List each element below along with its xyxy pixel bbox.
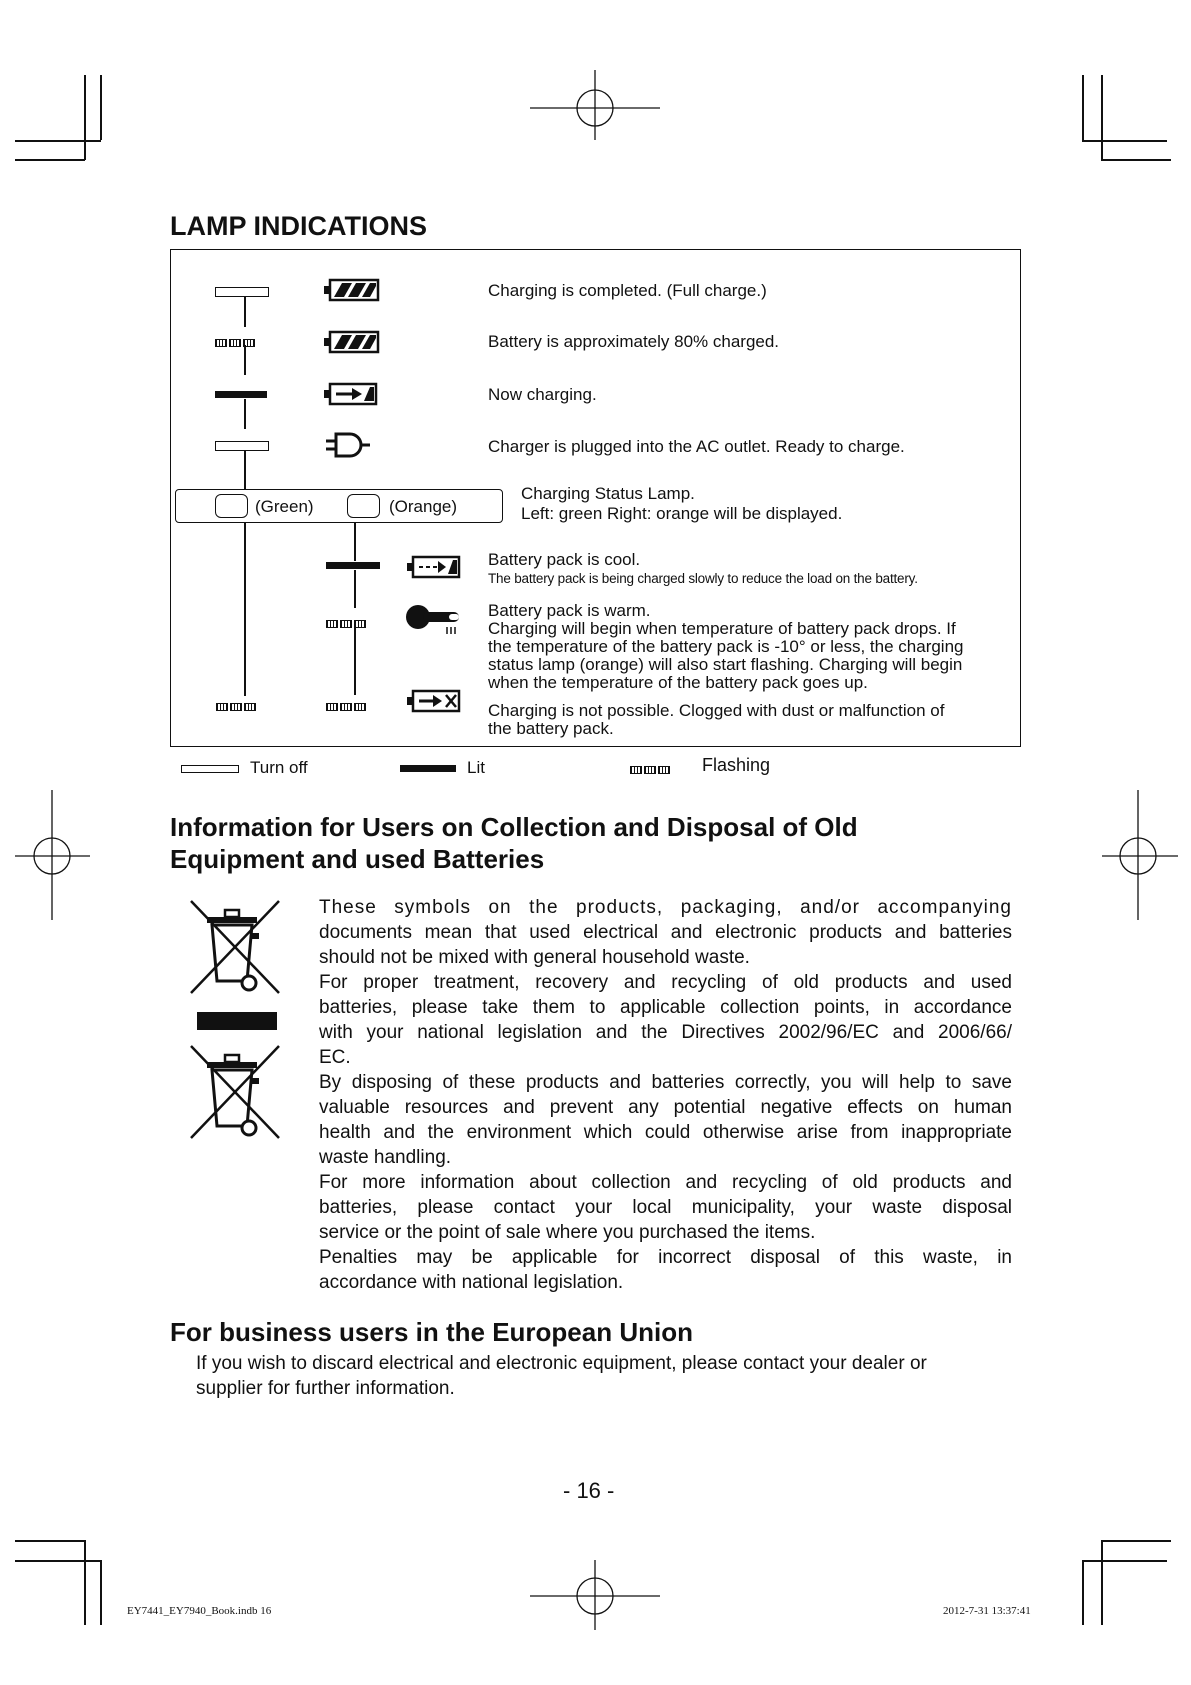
battery-cool-icon — [405, 555, 463, 579]
lamp-lit-indicator — [215, 391, 267, 398]
battery-charging-icon — [322, 382, 380, 406]
legend-lit-label: Lit — [467, 758, 485, 777]
warm-line: the temperature of the battery pack is -10° or less, the charging — [488, 637, 964, 656]
body-line: For proper treatment, recovery and recycling of old products and used — [319, 972, 1012, 993]
legend-lit-swatch — [400, 765, 456, 772]
body-line: Penalties may be applicable for incorrect disposal of this waste, in — [319, 1247, 1012, 1268]
status-lamp-desc: Charging Status Lamp. — [521, 484, 695, 503]
black-bar-symbol — [197, 1012, 277, 1030]
registration-mark-bottom — [525, 1560, 665, 1640]
cool-title: Battery pack is cool. — [488, 550, 641, 569]
battery-error-icon — [405, 689, 463, 713]
lamp-off-indicator — [215, 287, 269, 297]
footer-file-name: EY7441_EY7940_Book.indb 16 — [127, 1605, 272, 1617]
business-text: If you wish to discard electrical and electronic equipment, please contact your dealer or — [196, 1353, 927, 1374]
body-line: service or the point of sale where you purchased the items. — [319, 1222, 816, 1243]
page-number: - 16 - — [563, 1478, 615, 1503]
footer-timestamp: 2012-7-31 13:37:41 — [943, 1605, 1031, 1617]
plug-icon — [326, 432, 376, 458]
legend-turnoff-swatch — [181, 765, 239, 773]
lamp-row-text: Now charging. — [488, 385, 597, 404]
green-lamp-label: (Green) — [255, 497, 314, 516]
green-lamp-icon — [215, 494, 248, 518]
legend-flashing-swatch — [630, 761, 672, 779]
business-text: supplier for further information. — [196, 1378, 455, 1399]
orange-lamp-label: (Orange) — [389, 497, 458, 516]
disposal-body — [319, 895, 1012, 1295]
crossed-out-wheelie-bin-icon — [185, 895, 285, 1000]
body-line: By disposing of these products and batteries correctly, you will help to save — [319, 1072, 1012, 1093]
status-lamp-desc: Left: green Right: orange will be displayed. — [521, 504, 843, 523]
registration-mark-top — [525, 70, 665, 150]
registration-mark-left — [15, 790, 95, 920]
legend-turnoff-label: Turn off — [250, 758, 308, 777]
body-line: valuable resources and prevent any potential negative effects on human — [319, 1097, 1012, 1118]
body-line: For more information about collection and recycling of old products and — [319, 1172, 1012, 1193]
lamp-flashing-indicator — [326, 615, 368, 633]
lamp-lit-indicator — [326, 562, 380, 569]
body-line: These symbols on the products, packaging, and/or accompanying — [319, 897, 1012, 918]
body-line: health and the environment which could otherwise arise from inappropriate — [319, 1122, 1012, 1143]
lamp-flashing-indicator — [326, 698, 368, 716]
body-line: with your national legislation and the Directives 2002/96/EC and 2006/66/ — [319, 1022, 1012, 1043]
battery-full-icon — [322, 278, 380, 302]
disposal-title: Information for Users on Collection and Disposal of Old — [170, 812, 858, 842]
lamp-row-text: Battery is approximately 80% charged. — [488, 332, 780, 351]
body-line: documents mean that used electrical and electronic products and batteries — [319, 922, 1012, 943]
warm-line: Charging will begin when temperature of battery pack drops. If — [488, 619, 956, 638]
warm-title: Battery pack is warm. — [488, 601, 651, 620]
body-line: EC. — [319, 1047, 351, 1068]
body-line: accordance with national legislation. — [319, 1272, 624, 1293]
body-line: batteries, please take them to applicable collection points, in accordance — [319, 997, 1012, 1018]
lamp-row-text: Charging is completed. (Full charge.) — [488, 281, 767, 300]
warm-line: status lamp (orange) will also start flashing. Charging will begin — [488, 655, 963, 674]
lamp-row-text: Charger is plugged into the AC outlet. Ready to charge. — [488, 437, 905, 456]
battery-80-icon — [322, 330, 380, 354]
lamp-flashing-indicator — [215, 334, 257, 352]
legend-flashing-label: Flashing — [702, 755, 771, 775]
lamp-flashing-indicator — [216, 698, 258, 716]
body-line: waste handling. — [319, 1147, 452, 1168]
crossed-out-wheelie-bin-icon — [185, 1040, 285, 1145]
thermometer-icon — [405, 603, 467, 635]
registration-mark-right — [1100, 790, 1180, 920]
error-line: the battery pack. — [488, 719, 614, 738]
lamp-off-indicator — [215, 441, 269, 451]
body-line: batteries, please contact your local municipality, your waste disposal — [319, 1197, 1012, 1218]
cool-detail: The battery pack is being charged slowly to reduce the load on the battery. — [488, 571, 918, 586]
lamp-indications-title: LAMP INDICATIONS — [170, 211, 428, 241]
warm-line: when the temperature of the battery pack goes up. — [488, 673, 868, 692]
orange-lamp-icon — [347, 494, 380, 518]
business-title: For business users in the European Union — [170, 1317, 693, 1347]
body-line: should not be mixed with general household waste. — [319, 947, 750, 968]
disposal-title: Equipment and used Batteries — [170, 844, 545, 874]
error-line: Charging is not possible. Clogged with dust or malfunction of — [488, 701, 945, 720]
